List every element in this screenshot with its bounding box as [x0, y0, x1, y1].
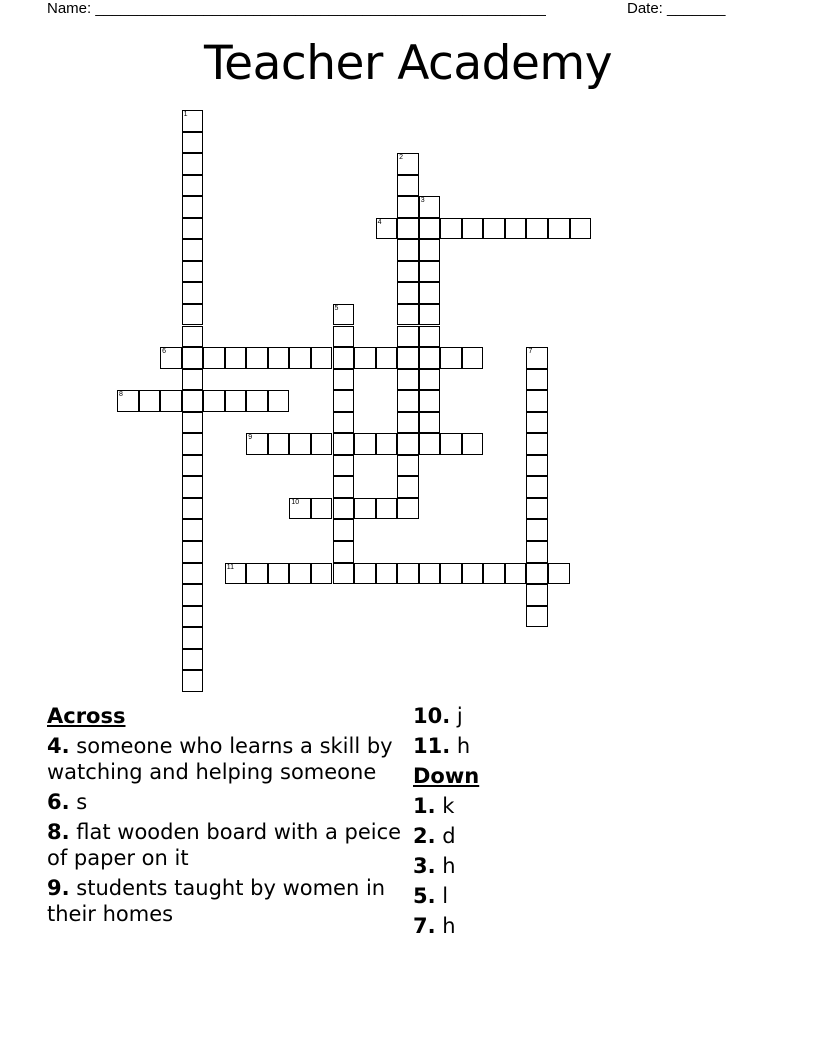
crossword-cell[interactable]: [182, 196, 204, 218]
crossword-cell[interactable]: [182, 670, 204, 692]
crossword-cell[interactable]: [182, 584, 204, 606]
crossword-cell[interactable]: [182, 649, 204, 671]
crossword-cell[interactable]: [182, 282, 204, 304]
crossword-cell[interactable]: [268, 563, 290, 585]
crossword-cell[interactable]: [160, 347, 182, 369]
crossword-cell[interactable]: [182, 563, 204, 585]
crossword-cell[interactable]: [182, 218, 204, 240]
crossword-cell[interactable]: [397, 218, 419, 240]
clue-number: 3.: [413, 854, 436, 878]
crossword-cell[interactable]: [182, 476, 204, 498]
crossword-cell[interactable]: [526, 390, 548, 412]
cell-number: 1: [183, 111, 188, 118]
crossword-cell[interactable]: [376, 433, 398, 455]
crossword-cell[interactable]: [440, 563, 462, 585]
clue-number: 11.: [413, 734, 451, 758]
crossword-cell[interactable]: [419, 347, 441, 369]
crossword-cell[interactable]: [268, 390, 290, 412]
crossword-cell[interactable]: [397, 153, 419, 175]
crossword-cell[interactable]: [182, 433, 204, 455]
cell-number: 8: [119, 391, 123, 399]
crossword-cell[interactable]: [182, 261, 204, 283]
crossword-cell[interactable]: [333, 541, 355, 563]
crossword-cell[interactable]: [333, 563, 355, 585]
crossword-cell[interactable]: [419, 261, 441, 283]
clue-text: h: [456, 734, 471, 758]
crossword-cell[interactable]: [182, 110, 204, 132]
crossword-cell[interactable]: [440, 218, 462, 240]
clue-text: someone who learns a skill by watching and helping someone: [47, 734, 393, 784]
crossword-cell[interactable]: [397, 433, 419, 455]
crossword-cell[interactable]: [462, 347, 484, 369]
clue-text: k: [442, 794, 455, 818]
crossword-cell[interactable]: [203, 347, 225, 369]
crossword-cell[interactable]: [182, 455, 204, 477]
crossword-cell[interactable]: [570, 218, 592, 240]
clues-left-column: [47, 703, 402, 931]
crossword-cell[interactable]: [526, 606, 548, 628]
crossword-cell[interactable]: [182, 369, 204, 391]
crossword-cell[interactable]: [333, 347, 355, 369]
crossword-cell[interactable]: [289, 433, 311, 455]
crossword-cell[interactable]: [182, 326, 204, 348]
crossword-cell[interactable]: [139, 390, 161, 412]
crossword-cell[interactable]: [419, 218, 441, 240]
crossword-cell[interactable]: [246, 347, 268, 369]
crossword-cell[interactable]: [397, 455, 419, 477]
crossword-cell[interactable]: [333, 498, 355, 520]
clue-text: j: [456, 704, 463, 728]
crossword-cell[interactable]: [397, 412, 419, 434]
across-clue-8: [47, 819, 402, 871]
crossword-cell[interactable]: [225, 347, 247, 369]
crossword-cell[interactable]: [268, 347, 290, 369]
crossword-cell[interactable]: [397, 175, 419, 197]
crossword-cell[interactable]: [311, 433, 333, 455]
crossword-cell[interactable]: [419, 563, 441, 585]
cell-number: 4: [377, 218, 382, 226]
crossword-cell[interactable]: [419, 196, 441, 218]
date-field[interactable]: Date: _______: [627, 0, 726, 17]
down-heading: Down: [413, 764, 480, 788]
clue-text: s: [76, 790, 88, 814]
crossword-cell[interactable]: [376, 563, 398, 585]
crossword-cell[interactable]: [397, 304, 419, 326]
crossword-cell[interactable]: [289, 498, 311, 520]
crossword-cell[interactable]: [526, 347, 548, 369]
crossword-cell[interactable]: [333, 304, 355, 326]
cell-number: 7: [528, 348, 533, 356]
crossword-cell[interactable]: [311, 563, 333, 585]
crossword-cell[interactable]: [333, 412, 355, 434]
crossword-cell[interactable]: [333, 326, 355, 348]
crossword-cell[interactable]: [397, 239, 419, 261]
name-field[interactable]: Name: ______________________________________________________: [47, 0, 546, 17]
crossword-cell[interactable]: [289, 347, 311, 369]
down-clue-5: [413, 883, 773, 909]
clue-number: 7.: [413, 914, 436, 938]
crossword-cell[interactable]: [440, 433, 462, 455]
crossword-cell[interactable]: [419, 304, 441, 326]
crossword-cell[interactable]: [182, 132, 204, 154]
down-clue-2: [413, 823, 773, 849]
crossword-cell[interactable]: [397, 498, 419, 520]
crossword-cell[interactable]: [419, 282, 441, 304]
cell-number: 3: [420, 197, 425, 205]
cell-number: 2: [399, 154, 404, 162]
crossword-cell[interactable]: [376, 498, 398, 520]
crossword-cell[interactable]: [397, 261, 419, 283]
down-clue-7: [413, 913, 773, 939]
clue-number: 5.: [413, 884, 436, 908]
crossword-cell[interactable]: [182, 519, 204, 541]
crossword-cell[interactable]: [354, 347, 376, 369]
crossword-cell[interactable]: [483, 563, 505, 585]
clue-number: 10.: [413, 704, 451, 728]
crossword-cell[interactable]: [419, 412, 441, 434]
crossword-cell[interactable]: [182, 175, 204, 197]
down-clue-3: [413, 853, 773, 879]
crossword-cell[interactable]: [419, 369, 441, 391]
crossword-cell[interactable]: [526, 433, 548, 455]
crossword-cell[interactable]: [117, 390, 139, 412]
crossword-cell[interactable]: [462, 218, 484, 240]
across-clue-11: [413, 733, 773, 759]
crossword-cell[interactable]: [333, 455, 355, 477]
crossword-cell[interactable]: [505, 218, 527, 240]
crossword-cell[interactable]: [419, 326, 441, 348]
crossword-cell[interactable]: [397, 347, 419, 369]
crossword-cell[interactable]: [182, 304, 204, 326]
crossword-cell[interactable]: [397, 196, 419, 218]
across-heading: Across: [47, 704, 126, 728]
crossword-cell[interactable]: [397, 369, 419, 391]
crossword-cell[interactable]: [397, 476, 419, 498]
clue-text: l: [442, 884, 449, 908]
crossword-cell[interactable]: [333, 476, 355, 498]
clues-right-column: [413, 703, 773, 943]
crossword-cell[interactable]: [354, 563, 376, 585]
crossword-cell[interactable]: [182, 606, 204, 628]
crossword-cell[interactable]: [182, 627, 204, 649]
crossword-cell[interactable]: [419, 390, 441, 412]
crossword-cell[interactable]: [440, 347, 462, 369]
crossword-cell[interactable]: [548, 563, 570, 585]
clue-number: 1.: [413, 794, 436, 818]
crossword-cell[interactable]: [526, 476, 548, 498]
crossword-cell[interactable]: [526, 498, 548, 520]
crossword-cell[interactable]: [483, 218, 505, 240]
crossword-cell[interactable]: [182, 498, 204, 520]
clue-number: 4.: [47, 734, 70, 758]
crossword-cell[interactable]: [182, 412, 204, 434]
crossword-cell[interactable]: [397, 563, 419, 585]
crossword-cell[interactable]: [526, 519, 548, 541]
crossword-cell[interactable]: [182, 541, 204, 563]
crossword-cell[interactable]: [419, 239, 441, 261]
crossword-cell[interactable]: [289, 563, 311, 585]
crossword-cell[interactable]: [333, 369, 355, 391]
crossword-cell[interactable]: [225, 563, 247, 585]
crossword-cell[interactable]: [505, 563, 527, 585]
crossword-cell[interactable]: [397, 282, 419, 304]
crossword-cell[interactable]: [397, 326, 419, 348]
clue-text: h: [442, 914, 456, 938]
across-clue-10: [413, 703, 773, 729]
crossword-cell[interactable]: [419, 433, 441, 455]
cell-number: 10: [291, 498, 300, 506]
crossword-cell[interactable]: [526, 541, 548, 563]
crossword-cell[interactable]: [526, 455, 548, 477]
clue-text: h: [442, 854, 456, 878]
crossword-cell[interactable]: [182, 239, 204, 261]
crossword-cell[interactable]: [333, 390, 355, 412]
crossword-cell[interactable]: [354, 498, 376, 520]
crossword-cell[interactable]: [246, 563, 268, 585]
crossword-cell[interactable]: [526, 584, 548, 606]
across-clue-9: [47, 875, 402, 927]
crossword-cell[interactable]: [333, 433, 355, 455]
crossword-cell[interactable]: [397, 390, 419, 412]
page-title: Teacher Academy: [203, 36, 613, 91]
crossword-cell[interactable]: [160, 390, 182, 412]
clue-number: 8.: [47, 820, 70, 844]
crossword-cell[interactable]: [182, 390, 204, 412]
crossword-cell[interactable]: [376, 347, 398, 369]
across-clue-4: [47, 733, 402, 785]
cell-number: 9: [248, 434, 253, 442]
crossword-cell[interactable]: [311, 347, 333, 369]
down-clue-1: [413, 793, 773, 819]
crossword-cell[interactable]: [526, 412, 548, 434]
crossword-cell[interactable]: [246, 390, 268, 412]
crossword-cell[interactable]: [203, 390, 225, 412]
clue-number: 2.: [413, 824, 436, 848]
clue-number: 6.: [47, 790, 70, 814]
crossword-cell[interactable]: [311, 498, 333, 520]
across-clue-6: [47, 789, 402, 815]
clue-text: students taught by women in their homes: [47, 876, 386, 926]
crossword-cell[interactable]: [225, 390, 247, 412]
clue-text: flat wooden board with a peice of paper on it: [47, 820, 402, 870]
cell-number: 5: [334, 304, 339, 312]
cell-number: 6: [162, 348, 166, 356]
crossword-cell[interactable]: [526, 563, 548, 585]
crossword-cell[interactable]: [548, 218, 570, 240]
crossword-cell[interactable]: [182, 347, 204, 369]
clue-text: d: [442, 824, 456, 848]
cell-number: 11: [226, 563, 235, 571]
crossword-cell[interactable]: [268, 433, 290, 455]
crossword-cell[interactable]: [526, 369, 548, 391]
crossword-cell[interactable]: [526, 218, 548, 240]
crossword-cell[interactable]: [354, 433, 376, 455]
crossword-cell[interactable]: [333, 519, 355, 541]
crossword-cell[interactable]: [182, 153, 204, 175]
crossword-cell[interactable]: [462, 433, 484, 455]
crossword-cell[interactable]: [246, 433, 268, 455]
crossword-cell[interactable]: [376, 218, 398, 240]
crossword-cell[interactable]: [462, 563, 484, 585]
clue-number: 9.: [47, 876, 70, 900]
